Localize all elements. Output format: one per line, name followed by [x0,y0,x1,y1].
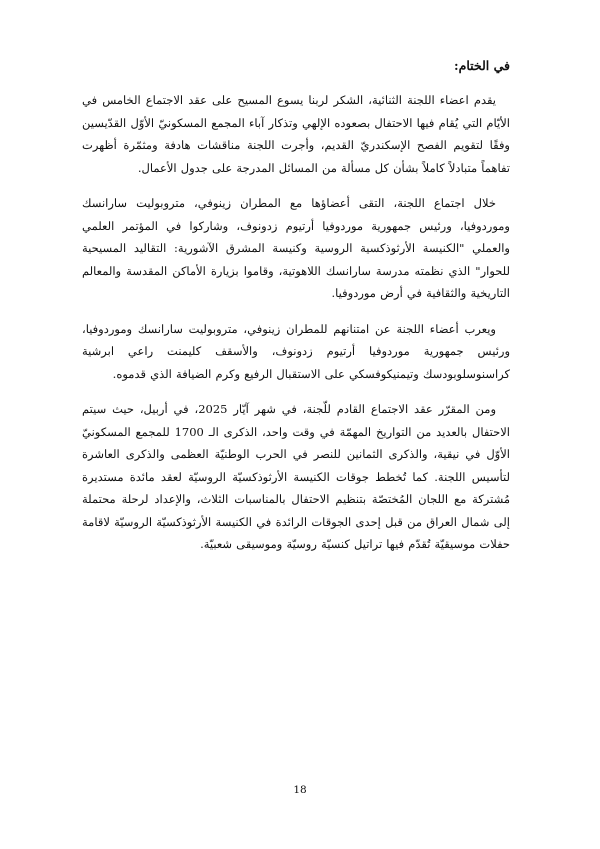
paragraph-gratitude: ويعرب أعضاء اللجنة عن امتنانهم للمطران زينوفي، متروبوليت سارانسك وموردوفيا، ورئيس جمهورية موردوفيا أرتيوم زدونوف، والأسقف كليمنت راعي ابرشية كراسنوسلوبودسك وتيمنيكوفسكي على الاستقبال الرفيع وكرم الضيافة الذي قدموه. [82,321,510,381]
paragraph-next-meeting: ومن المقرّر عقد الاجتماع القادم للّجنة، في شهر آيّار 2025، في أربيل، حيث سيتم الاحتفال بالعديد من التواريخ المهمّة في وقت واحد، الذكرى الـ 1700 للمجمع المسكونيّ الأوّل في نيقية، والذكرى الثمانين للنصر في الحرب الوطنيّة العظمى والذكرى العاشرة لتأسيس اللجنة. كما تُخطط جوقات الكنيسة الأرثوذكسيّة الروسيّة لعقد مائدة مستديرة مُشتركة مع اللجان المُختصّة بتنظيم الاحتفال بالمناسبات الثلاث، والإعداد لرحلة محتملة إلى شمال العراق من قبل إحدى الجوقات الرائدة في الكنيسة الأرثوذكسيّة الروسيّة لاقامة حفلات موسيقيّة تُقدّم فيها تراتيل كنسيّة روسيّة وموسيقى شعبيّة. [82,402,510,551]
paragraph-thanks: يقدم اعضاء اللجنة الثنائية، الشكر لربنا يسوع المسيح على عقد الاجتماع الخامس في الأيّام التي يُقام فيها الاحتفال بصعوده الإلهي وتذكار آباء المجمع المسكونيّ الأوّل القدّيسين وفقًا لتقويم الفصح الإسكندريّ القديم، وأجرت اللجنة مناقشات هادفة ومثمّرة أظهرت تفاهماً متبادلاً كاملاً بشأن كل مسألة من المسائل المدرجة على جدول الأعمال. [82,93,510,175]
section-title: في الختام: [453,58,510,73]
page-number: 18 [293,784,307,796]
paragraph-meeting: خلال اجتماع اللجنة، التقى أعضاؤها مع المطران زينوفي، متروبوليت سارانسك وموردوفيا، ورئيس جمهورية موردوفيا أرتيوم زدونوف، وشاركوا في المؤتمر العلمي والعملي "الكنيسة الأرثوذكسية الروسية وكنيسة المشرق الآشورية: التقاليد المسيحية للحوار" الذي نظمته مدرسة سارانسك اللاهوتية، وقاموا بزيارة الأماكن المقدسة والمعالم التاريخية والثقافية في أرض موردوفيا. [82,196,510,300]
